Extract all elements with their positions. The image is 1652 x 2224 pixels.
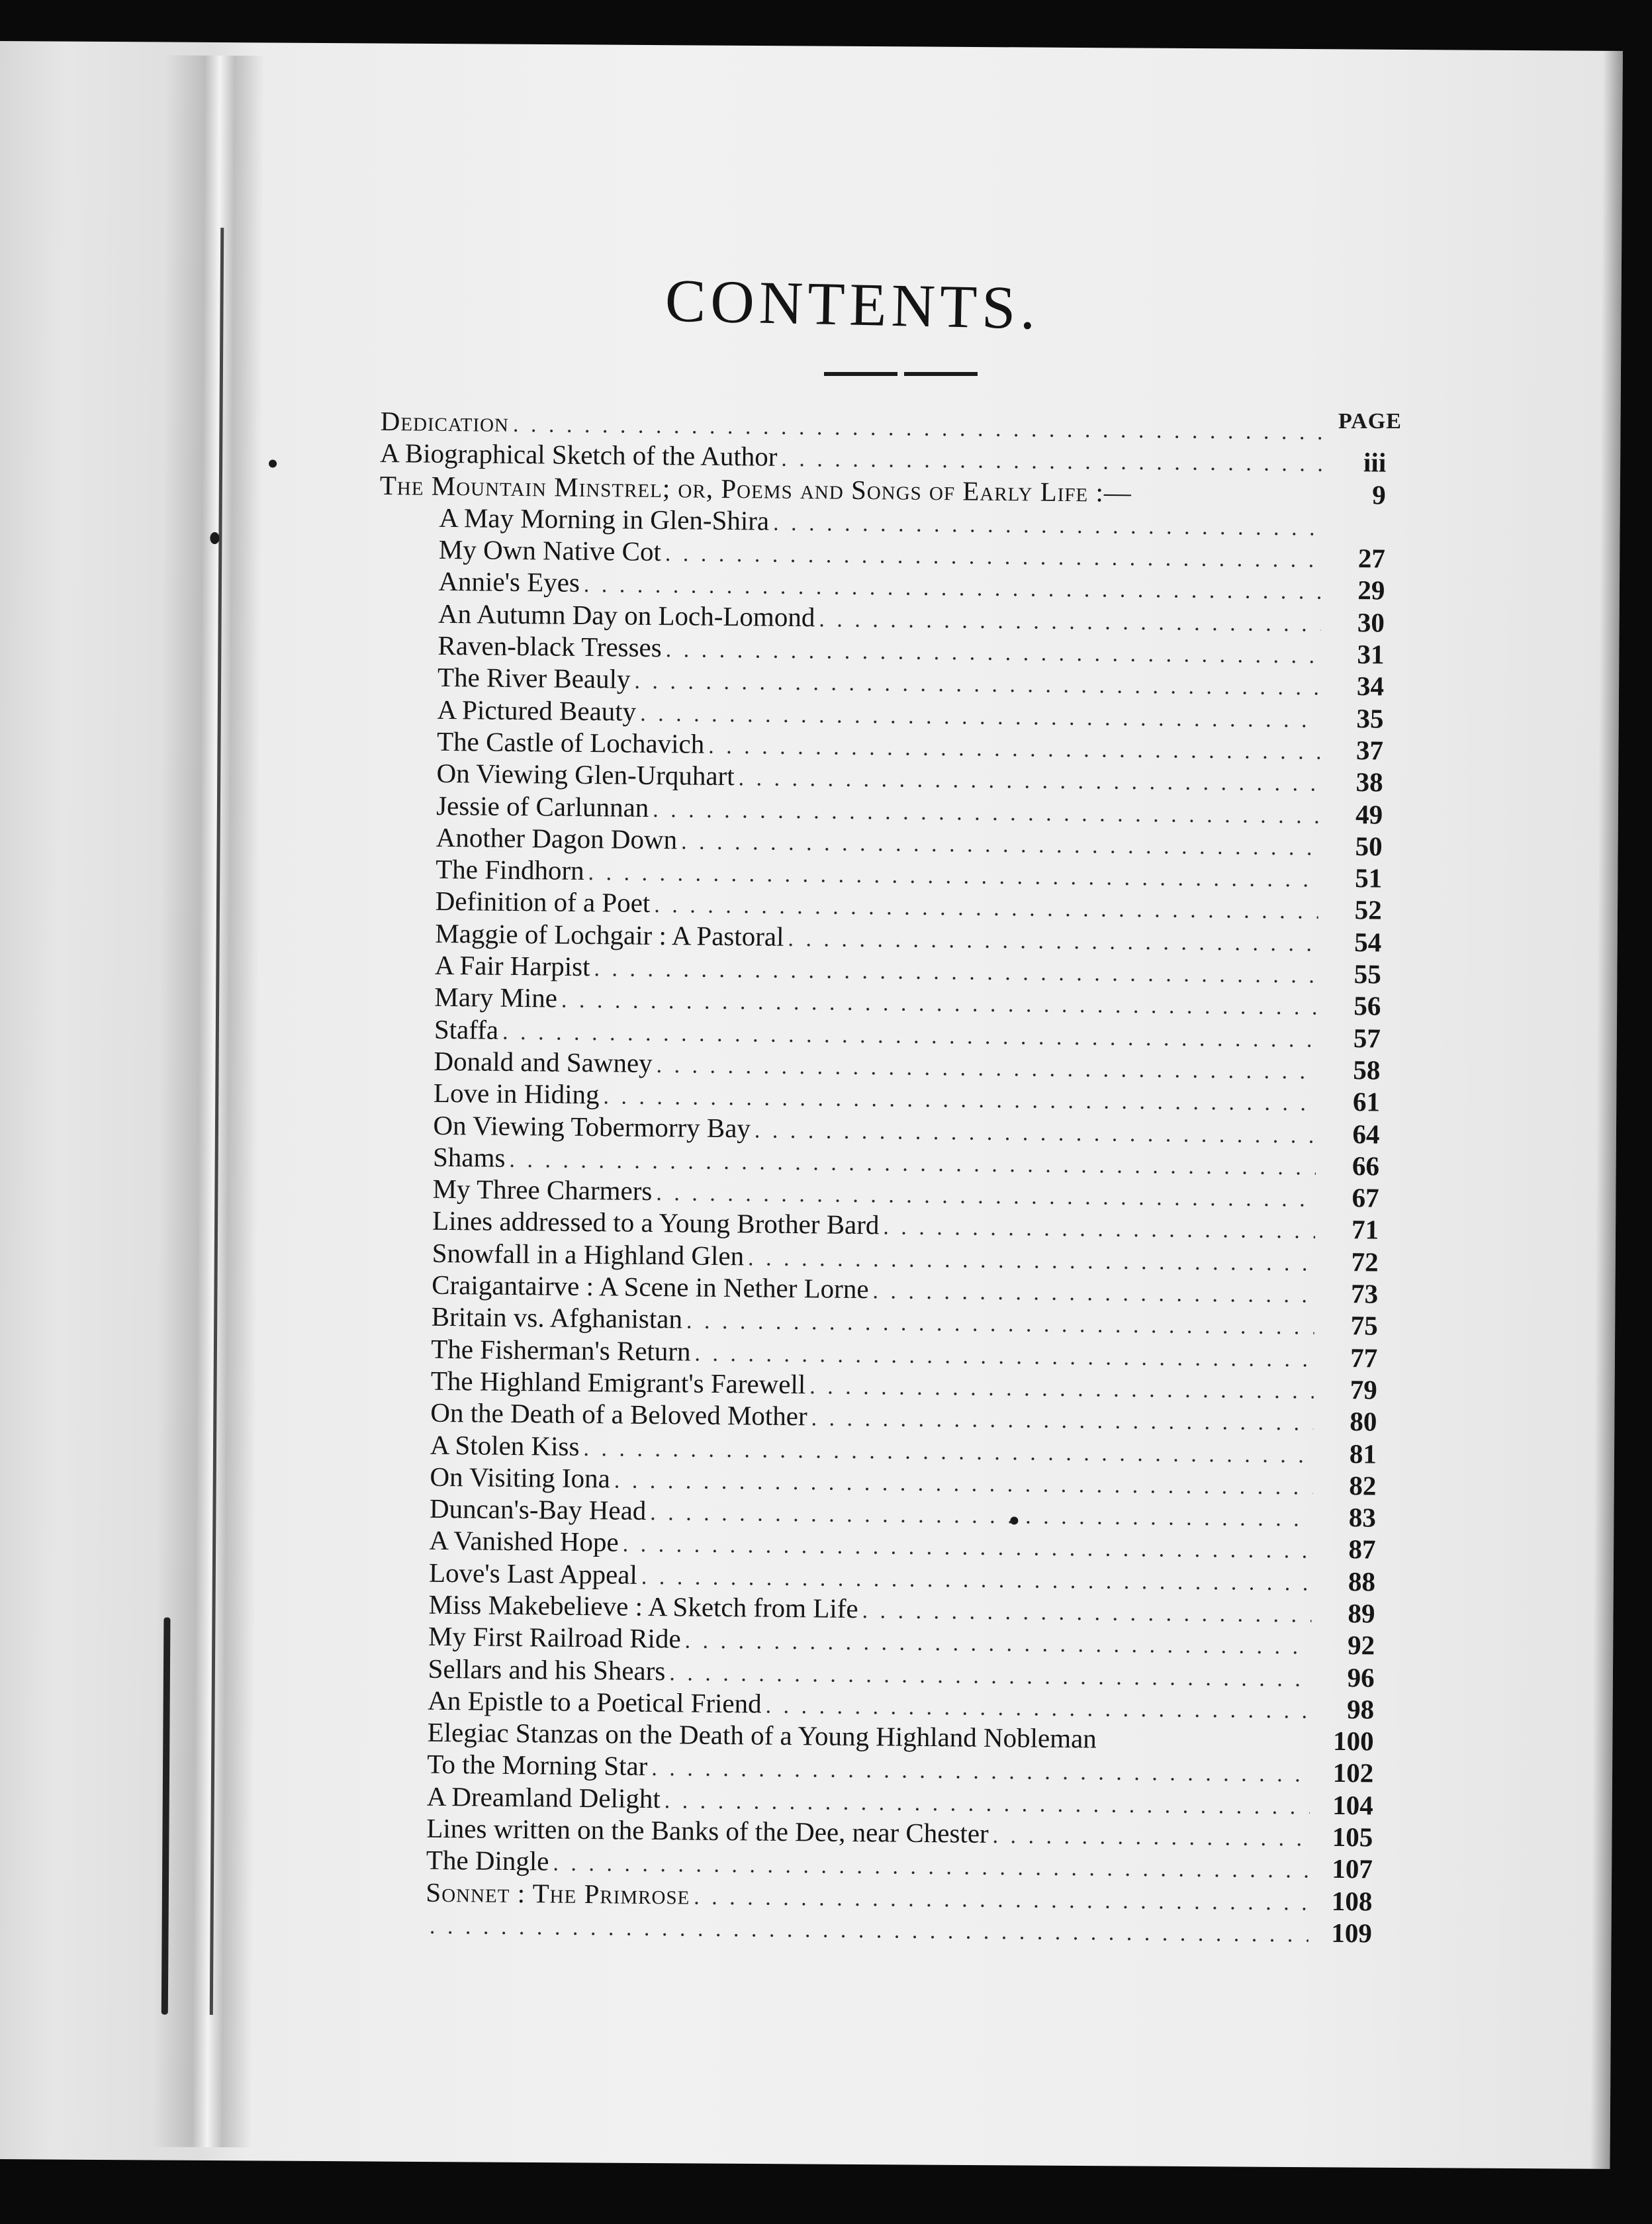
toc-entry-label: Sonnet : The Primrose	[426, 1876, 690, 1910]
toc-entry-page: 81	[1349, 1438, 1377, 1469]
toc-entry-label: A Fair Harpist	[434, 949, 590, 982]
toc-entry-page: 89	[1348, 1598, 1375, 1629]
toc-entry-label: The Highland Emigrant's Farewell	[430, 1365, 806, 1400]
toc-entry-page: 88	[1348, 1565, 1376, 1597]
toc-entry-label: On the Death of a Beloved Mother	[430, 1397, 807, 1432]
leader-dots	[773, 511, 1322, 541]
toc-entry-page: 55	[1354, 958, 1382, 990]
toc-entry-page: 30	[1357, 606, 1385, 638]
toc-entry-page: 66	[1352, 1150, 1380, 1182]
toc-entry-label: Lines written on the Banks of the Dee, near Chester	[426, 1812, 989, 1849]
toc-entry-page: 92	[1347, 1630, 1375, 1661]
toc-entry-page: 105	[1332, 1821, 1373, 1853]
toc-entry-page: 75	[1350, 1310, 1378, 1341]
toc-entry-label: Staffa	[434, 1013, 499, 1045]
toc-entry-label: The Findhorn	[436, 853, 584, 886]
toc-entry-page: 83	[1348, 1502, 1377, 1533]
toc-entry-page: 108	[1331, 1885, 1373, 1917]
toc-entry-page: 52	[1354, 894, 1382, 926]
toc-entry-label: The Castle of Lochavich	[436, 725, 705, 759]
toc-entry-label: Annie's Eyes	[438, 566, 580, 598]
toc-entry-page: 104	[1332, 1789, 1373, 1821]
toc-entry-label: Raven-black Tresses	[437, 629, 662, 663]
toc-entry-page: 77	[1350, 1342, 1378, 1373]
toc-entry-label: On Visiting Iona	[430, 1461, 611, 1494]
toc-entry-label: Mary Mine	[434, 982, 558, 1013]
toc-entry-label: An Epistle to a Poetical Friend	[428, 1685, 762, 1719]
toc-entry-label: On Viewing Glen-Urquhart	[436, 758, 735, 792]
toc-entry-label: A May Morning in Glen-Shira	[439, 502, 770, 536]
leader-dots	[992, 1824, 1309, 1852]
leader-dots	[809, 1374, 1314, 1404]
toc-entry-label: To the Morning Star	[427, 1749, 648, 1782]
toc-entry-page: 71	[1351, 1214, 1379, 1245]
page-title: CONTENTS.	[665, 266, 1041, 342]
toc-entry-label: The Mountain Minstrel; or, Poems and Songs of Early Life :—	[379, 469, 1132, 508]
toc-entry-label: A Dreamland Delight	[426, 1781, 661, 1814]
toc-entry-page: 57	[1353, 1022, 1381, 1054]
toc-entry-label: Jessie of Carlunnan	[436, 790, 649, 823]
toc-entry-page: 61	[1352, 1086, 1381, 1117]
toc-entry-page: 82	[1349, 1469, 1377, 1501]
toc-entry-label: The Fisherman's Return	[431, 1333, 691, 1367]
leader-dots	[872, 1279, 1314, 1308]
toc-entry-label: Elegiac Stanzas on the Death of a Young Highland Nobleman	[427, 1716, 1097, 1754]
toc-entry-label: Love's Last Appeal	[428, 1557, 638, 1590]
toc-entry-page: 58	[1353, 1054, 1381, 1086]
toc-entry-label: The River Beauly	[437, 662, 631, 695]
toc-entry-label: A Stolen Kiss	[430, 1429, 580, 1461]
toc-entry-label: Love in Hiding	[433, 1078, 600, 1110]
toc-entry-label: Dedication	[380, 405, 510, 438]
toc-entry-page: 80	[1350, 1406, 1377, 1437]
toc-entry-page: 9	[1372, 479, 1386, 510]
toc-entry-page: 107	[1332, 1853, 1373, 1884]
toc-entry-page: 64	[1352, 1118, 1380, 1150]
toc-entry-page: 109	[1331, 1917, 1373, 1949]
toc-entry-label: On Viewing Tobermorry Bay	[433, 1109, 751, 1143]
leader-dots	[1136, 502, 1322, 504]
leader-dots	[748, 1246, 1315, 1276]
toc-entry-label: Donald and Sawney	[434, 1045, 653, 1078]
toc-entry-label: Definition of a Poet	[435, 886, 651, 919]
leader-dots	[755, 1118, 1316, 1148]
toc-entry-page: 27	[1357, 543, 1386, 574]
toc-entry-page: iii	[1363, 447, 1387, 478]
toc-entry-label: Maggie of Lochgair : A Pastoral	[435, 917, 784, 952]
page-column-heading: PAGE	[1338, 409, 1402, 434]
leader-dots	[765, 1694, 1310, 1724]
toc-entry-page: 98	[1346, 1693, 1375, 1725]
toc-entry-label: Britain vs. Afghanistan	[431, 1301, 683, 1334]
leader-dots	[788, 927, 1318, 957]
toc-entry-label: Snowfall in a Highland Glen	[432, 1237, 745, 1272]
toc-entry-page: 50	[1355, 831, 1383, 862]
toc-entry-page: 96	[1347, 1661, 1375, 1693]
ink-speck	[210, 532, 219, 544]
toc-entry-page: 38	[1355, 766, 1383, 798]
toc-entry-label: My Three Charmers	[432, 1173, 653, 1207]
page-gutter	[153, 56, 265, 2148]
toc-entry-page: 73	[1350, 1278, 1379, 1309]
toc-entry-page: 54	[1354, 926, 1382, 958]
toc-entry-label: Duncan's-Bay Head	[429, 1493, 647, 1526]
table-of-contents	[366, 405, 1387, 1949]
toc-entry-label: My Own Native Cot	[438, 534, 662, 567]
toc-entry-label: A Pictured Beauty	[437, 694, 637, 727]
toc-entry-page: 49	[1355, 798, 1383, 830]
leader-dots	[781, 447, 1322, 477]
toc-entry-page	[1326, 535, 1385, 536]
toc-entry-page: 67	[1352, 1182, 1379, 1213]
toc-entry-page: 72	[1351, 1246, 1379, 1277]
toc-entry-label: An Autumn Day on Loch-Lomond	[437, 598, 815, 633]
toc-entry-page: 37	[1355, 735, 1384, 766]
toc-entry-label: Lines addressed to a Young Brother Bard	[432, 1205, 880, 1240]
toc-entry-page: 29	[1357, 575, 1385, 606]
leader-dots	[862, 1598, 1311, 1628]
toc-entry-page: 100	[1332, 1726, 1374, 1757]
toc-entry-page: 79	[1350, 1374, 1378, 1405]
leader-dots	[738, 766, 1319, 796]
toc-entry-page: 87	[1348, 1534, 1376, 1565]
toc-entry-page: 35	[1356, 702, 1384, 734]
toc-entry-label: My First Railroad Ride	[428, 1621, 681, 1654]
toc-entry-page: 31	[1357, 639, 1385, 670]
toc-entry-label: Shams	[432, 1141, 506, 1173]
toc-entry-label: Sellars and his Shears	[428, 1653, 666, 1686]
leader-dots	[883, 1215, 1315, 1244]
toc-entry-page: 102	[1332, 1757, 1374, 1788]
toc-entry-page: 56	[1354, 990, 1381, 1021]
toc-entry-page: 34	[1356, 671, 1385, 702]
title-rule-gap	[897, 372, 904, 376]
toc-entry-page: 51	[1354, 862, 1383, 894]
leader-dots	[811, 1407, 1313, 1436]
toc-entry-label: Another Dagon Down	[436, 821, 678, 855]
leader-dots	[1101, 1748, 1310, 1750]
leader-dots	[819, 607, 1321, 637]
ink-speck	[269, 459, 277, 467]
toc-entry-label: A Biographical Sketch of the Author	[380, 438, 778, 473]
toc-entry-label: A Vanished Hope	[429, 1525, 619, 1557]
toc-entry-label: Craigantairve : A Scene in Nether Lorne	[432, 1269, 869, 1305]
toc-entry-label: The Dingle	[426, 1845, 549, 1876]
toc-entry-label: Miss Makebelieve : A Sketch from Life	[428, 1589, 858, 1624]
